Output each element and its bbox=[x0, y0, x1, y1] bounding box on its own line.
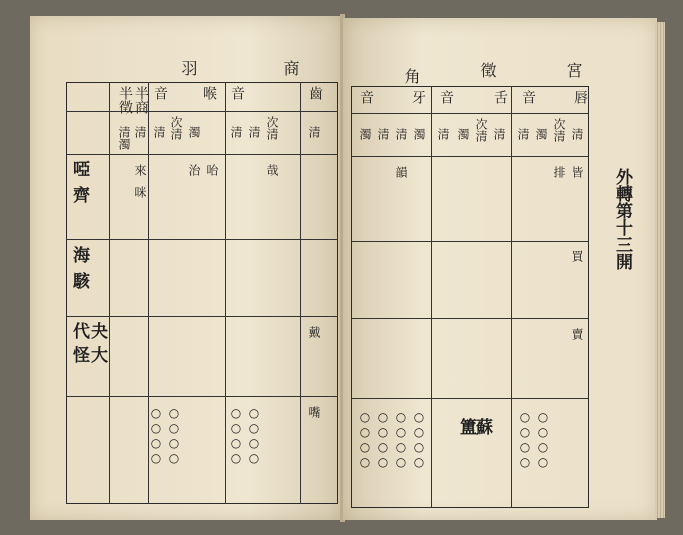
rhyme-label-8: 大 bbox=[87, 346, 107, 363]
cell-3: 治 bbox=[187, 164, 201, 176]
empty-circles-row: ○○○○ bbox=[394, 410, 408, 470]
r-subheader-1: 清 bbox=[570, 128, 584, 140]
r-subheader-12: 濁 bbox=[358, 128, 372, 140]
rhyme-label-7: 夬 bbox=[87, 322, 107, 339]
rhyme-label-4: 駭 bbox=[69, 272, 89, 289]
left-table bbox=[66, 82, 338, 504]
r-subheader-11: 清 bbox=[376, 128, 390, 140]
r-subheader-3: 濁 bbox=[534, 128, 548, 140]
col-header-chi: 齒 bbox=[307, 86, 323, 100]
r-subheader-6: 次清 bbox=[474, 118, 488, 142]
subheader-9: 清 bbox=[307, 126, 321, 138]
rhyme-label-5: 代 bbox=[69, 322, 89, 339]
col-header-yin-1: 音 bbox=[152, 86, 168, 100]
empty-circles-row: ○○○○ bbox=[376, 410, 390, 470]
col-header-banzhi: 半徵 bbox=[117, 86, 133, 114]
subheader-8: 次清 bbox=[265, 116, 279, 140]
r-cell-1: 皆 bbox=[570, 166, 584, 178]
col-header-banshang: 半商 bbox=[133, 86, 149, 114]
col-header-yin-b: 音 bbox=[438, 90, 454, 104]
col-header-yin-c: 音 bbox=[358, 90, 374, 104]
r-subheader-4: 清 bbox=[516, 128, 530, 140]
rhyme-label-6: 怪 bbox=[69, 346, 89, 363]
cell-6: 戴 bbox=[307, 326, 321, 338]
right-page bbox=[343, 18, 657, 520]
subheader-2: 清 bbox=[133, 126, 147, 138]
col-header-she: 舌 bbox=[492, 90, 508, 104]
section-title: 外轉第十三開 bbox=[612, 168, 632, 270]
r-subheader-10: 清 bbox=[394, 128, 408, 140]
mark-1: 蘇 bbox=[472, 418, 492, 435]
empty-circles-row: ○○○○ bbox=[536, 410, 550, 470]
r-subheader-9: 濁 bbox=[412, 128, 426, 140]
left-page bbox=[30, 16, 342, 520]
tone-label-yu: 羽 bbox=[179, 60, 198, 76]
subheader-3: 清 bbox=[152, 126, 166, 138]
subheader-7: 清 bbox=[247, 126, 261, 138]
subheader-6: 清 bbox=[229, 126, 243, 138]
cell-4: 咍 bbox=[205, 164, 219, 176]
tone-label-gong: 宮 bbox=[564, 62, 583, 78]
page-edges bbox=[655, 22, 665, 518]
mark-2: 簠 bbox=[456, 418, 476, 435]
tone-label-zhi: 徵 bbox=[478, 62, 497, 78]
col-header-hou: 喉 bbox=[201, 86, 217, 100]
subheader-5: 濁 bbox=[187, 126, 201, 138]
subheader-1: 清濁 bbox=[117, 126, 131, 150]
empty-circles-row: ○○○○ bbox=[167, 406, 181, 466]
r-cell-3: 買 bbox=[570, 250, 584, 262]
subheader-4: 次清 bbox=[169, 116, 183, 140]
empty-circles-row: ○○○○ bbox=[247, 406, 261, 466]
cell-5: 哉 bbox=[265, 164, 279, 176]
rhyme-label-1: 啞 bbox=[69, 160, 89, 177]
cell-2: 咪 bbox=[133, 186, 147, 198]
empty-circles-row: ○○○○ bbox=[149, 406, 163, 466]
cell-1: 來 bbox=[133, 164, 147, 176]
cell-7: 嘴 bbox=[307, 406, 321, 418]
col-header-yin-2: 音 bbox=[229, 86, 245, 100]
empty-circles-row: ○○○○ bbox=[358, 410, 372, 470]
tone-label-shang: 商 bbox=[281, 60, 300, 76]
r-subheader-7: 濁 bbox=[456, 128, 470, 140]
empty-circles-row: ○○○○ bbox=[518, 410, 532, 470]
r-cell-2: 排 bbox=[552, 166, 566, 178]
r-cell-4: 賣 bbox=[570, 328, 584, 340]
empty-circles-row: ○○○○ bbox=[229, 406, 243, 466]
col-header-yin-a: 音 bbox=[520, 90, 536, 104]
r-subheader-5: 清 bbox=[492, 128, 506, 140]
r-cell-5: 韻 bbox=[394, 166, 408, 178]
col-header-chun: 唇 bbox=[572, 90, 588, 104]
col-header-ya: 牙 bbox=[410, 90, 426, 104]
r-subheader-8: 清 bbox=[436, 128, 450, 140]
tone-label-jiao: 角 bbox=[402, 68, 421, 84]
r-subheader-2: 次清 bbox=[552, 118, 566, 142]
rhyme-label-3: 海 bbox=[69, 246, 89, 263]
rhyme-label-2: 齊 bbox=[69, 186, 89, 203]
empty-circles-row: ○○○○ bbox=[412, 410, 426, 470]
